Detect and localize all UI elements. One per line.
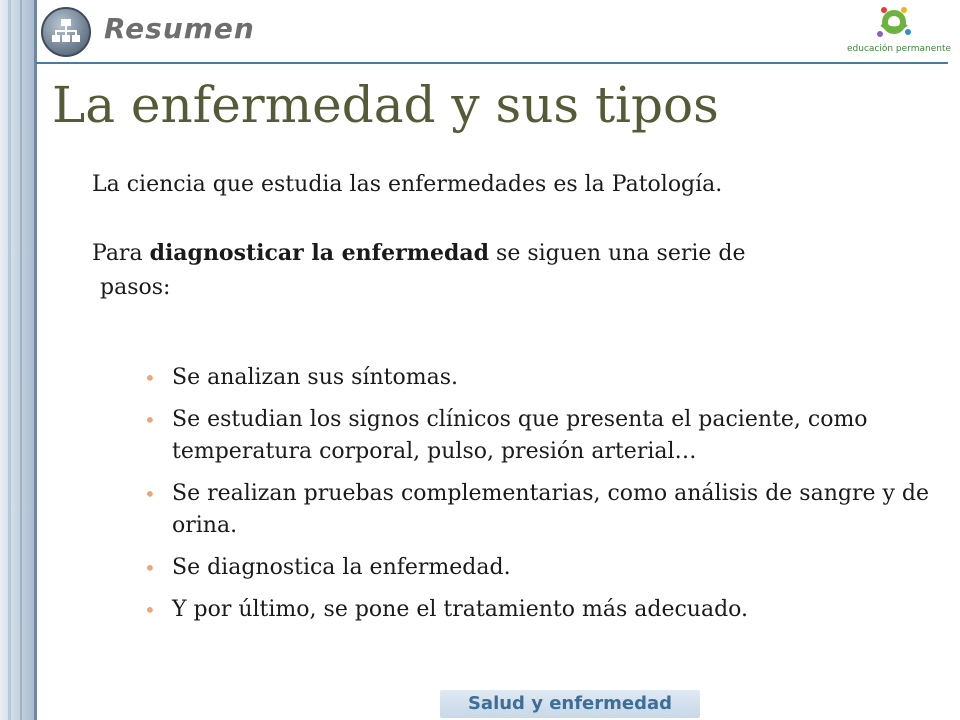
paragraph-diagnostico-line1 (92, 236, 892, 271)
footer-banner (440, 690, 700, 718)
page-title: La enfermedad y sus tipos (52, 76, 719, 134)
list-item (144, 594, 934, 626)
bullet-dot-icon: • (144, 408, 156, 432)
list-item (144, 552, 934, 584)
bullet-dot-icon: • (144, 482, 156, 506)
sitemap-home-icon[interactable] (40, 6, 92, 58)
list-item-text: Se estudian los signos clínicos que presenta el paciente, como temperatura corporal, pulso, presión arterial… (172, 407, 868, 464)
list-item (144, 362, 934, 394)
list-item (144, 478, 934, 542)
list-item-text: Se realizan pruebas complementarias, como análisis de sangre y de orina. (172, 481, 930, 538)
footer-label: Salud y enfermedad (467, 693, 673, 714)
para2-bold: diagnosticar la enfermedad (149, 240, 490, 266)
list-item-text: Se diagnostica la enfermedad. (172, 555, 511, 580)
paragraph-patologia: La ciencia que estudia las enfermedades es la Patología. (92, 172, 723, 197)
para2-prefix: Para (92, 241, 150, 266)
list-item (144, 404, 934, 468)
steps-list (144, 362, 934, 636)
header-divider (36, 62, 948, 64)
list-item-text: Se analizan sus síntomas. (172, 365, 459, 390)
left-decorative-border (0, 0, 40, 720)
bullet-dot-icon: • (144, 366, 156, 390)
bullet-dot-icon: • (144, 598, 156, 622)
logo-text: educación permanente (846, 44, 952, 54)
section-title: Resumen (104, 12, 255, 45)
bullet-dot-icon: • (144, 556, 156, 580)
list-item-text: Y por último, se pone el tratamiento más adecuado. (172, 597, 749, 622)
para2-suffix: se siguen una serie de (489, 241, 746, 266)
para2-continuation: pasos: (100, 275, 171, 300)
paragraph-diagnostico (92, 236, 892, 305)
